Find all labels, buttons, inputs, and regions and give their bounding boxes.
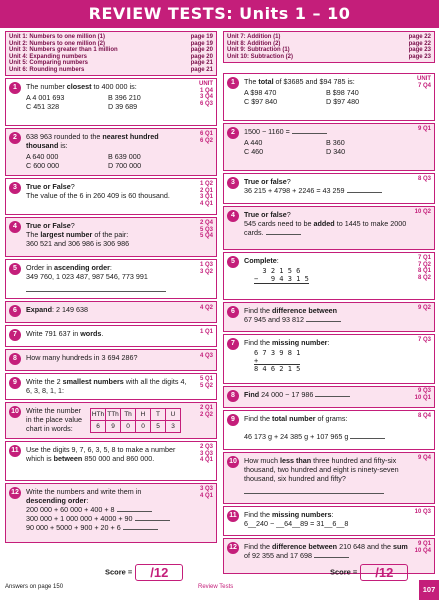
- left-column: [5, 31, 217, 543]
- units-list-right: Unit 7: Addition (1) page 22 Unit 8: Addition (2) page 22 Unit 9: Subtraction (1) page 23 Unit 10: Subtraction (2) page 23: [223, 31, 435, 63]
- question-1: 1 UNIT 1 Q4 3 Q4 6 Q3 The number closest to 400 000 is: A 4 001 693 B 396 210 C 451 328 D 39 689: [5, 78, 217, 126]
- question-5: 5 7 Q1 7 Q2 8 Q1 8 Q2 Complete: 3 2 1 5 6 − 9 4 3 1 5: [223, 252, 435, 300]
- question-10: 10 9 Q4 How much less than three hundred and fifty-six thousand, two hundred and eight is ninety-seven thousand, six hundred and fifty?: [223, 452, 435, 504]
- question-12: 12 9 Q1 10 Q4 Find the difference between 210 648 and the sum of 92 355 and 17 698: [223, 538, 435, 574]
- question-5: 5 1 Q3 3 Q2 Order in ascending order: 349 760, 1 023 487, 987 546, 773 991: [5, 259, 217, 299]
- question-2: 2 9 Q1 1500 − 1160 = A 440 B 360 C 460 D 340: [223, 123, 435, 171]
- question-9: 9 8 Q4 Find the total number of grams: 46 173 g + 24 385 g + 107 965 g: [223, 410, 435, 450]
- question-12: 12 3 Q3 4 Q1 Write the numbers and write them in descending order: 200 000 + 60 000 + 400 + 8 300 000 + 1 000 000 + 4000 + 90 90 000 + 5000 + 900 + 20 + 6: [5, 483, 217, 543]
- question-6: 6 4 Q2 Expand: 2 149 638: [5, 301, 217, 323]
- question-11: 11 2 Q3 3 Q3 4 Q1 Use the digits 9, 7, 6, 3, 5, 8 to make a number which is between 850 000 and 860 000.: [5, 441, 217, 481]
- answers-reference: Answers on page 150: [5, 584, 64, 590]
- place-value-chart: HTh TTh Th H T U 6 9 0 0 5 3: [90, 408, 181, 433]
- question-3: 3 1 Q2 2 Q1 3 Q1 4 Q1 True or False? The value of the 6 in 260 409 is 60 thousand.: [5, 178, 217, 215]
- page-number: 107: [419, 580, 439, 600]
- question-6: 6 9 Q2 Find the difference between 67 945 and 93 812: [223, 302, 435, 332]
- question-2: 2 6 Q1 6 Q2 638 963 rounded to the nearest hundred thousand is: A 640 000 B 639 000 C 600 000 D 700 000: [5, 128, 217, 176]
- question-1: 1 UNIT 7 Q4 The total of $3685 and $94 785 is: A $98 470 B $98 740 C $97 840 D $97 480: [223, 73, 435, 121]
- footer-title: Review Tests: [198, 584, 234, 590]
- question-9: 9 5 Q1 5 Q2 Write the 2 smallest numbers with all the digits 4, 6, 3, 8, 1, 1:: [5, 373, 217, 400]
- question-4: 4 10 Q2 True or false? 545 cards need to be added to 1445 to make 2000 cards.: [223, 206, 435, 250]
- unit-code: UNIT 1 Q4 3 Q4 6 Q3: [199, 81, 213, 107]
- question-number: 1: [9, 82, 21, 94]
- question-7: 7 1 Q1 Write 791 637 in words.: [5, 325, 217, 347]
- question-7: 7 7 Q3 Find the missing number: 6 7 3 9 8 1 + 8 4 6 2 1 5: [223, 334, 435, 384]
- answer-line[interactable]: [26, 283, 166, 292]
- score-left: Score = /12: [105, 564, 183, 581]
- score-right: Score = /12: [330, 564, 408, 581]
- score-box[interactable]: /12: [135, 564, 183, 581]
- question-3: 3 8 Q3 True or false? 36 215 + 4798 + 2246 = 43 259: [223, 173, 435, 204]
- question-8: 8 4 Q3 How many hundreds in 3 694 286?: [5, 349, 217, 371]
- right-column: [223, 31, 435, 574]
- score-box[interactable]: /12: [360, 564, 408, 581]
- answer-line[interactable]: [244, 485, 384, 494]
- question-11: 11 10 Q3 Find the missing numbers: 6__240 − __64__89 = 31__6__8: [223, 506, 435, 536]
- question-10: 10 2 Q1 2 Q2 Write the number in the place value chart in words: HTh TTh Th H T U 6 9 0 0 5 3: [5, 402, 217, 439]
- question-8: 8 9 Q3 10 Q1 Find 24 000 − 17 986: [223, 386, 435, 408]
- page-title: REVIEW TESTS: Units 1 – 10: [0, 0, 439, 28]
- question-4: 4 2 Q4 5 Q3 5 Q4 True or False? The largest number of the pair: 360 521 and 306 986 is 306 986: [5, 217, 217, 257]
- units-list-left: Unit 1: Numbers to one million (1) page 19 Unit 2: Numbers to one million (2) page 19 Unit 3: Numbers greater than 1 million page 20 Unit 4: Expanding numbers page 20 Unit 5: Comparing numbers page 21 Unit 6: Rounding numbers page 21: [5, 31, 217, 76]
